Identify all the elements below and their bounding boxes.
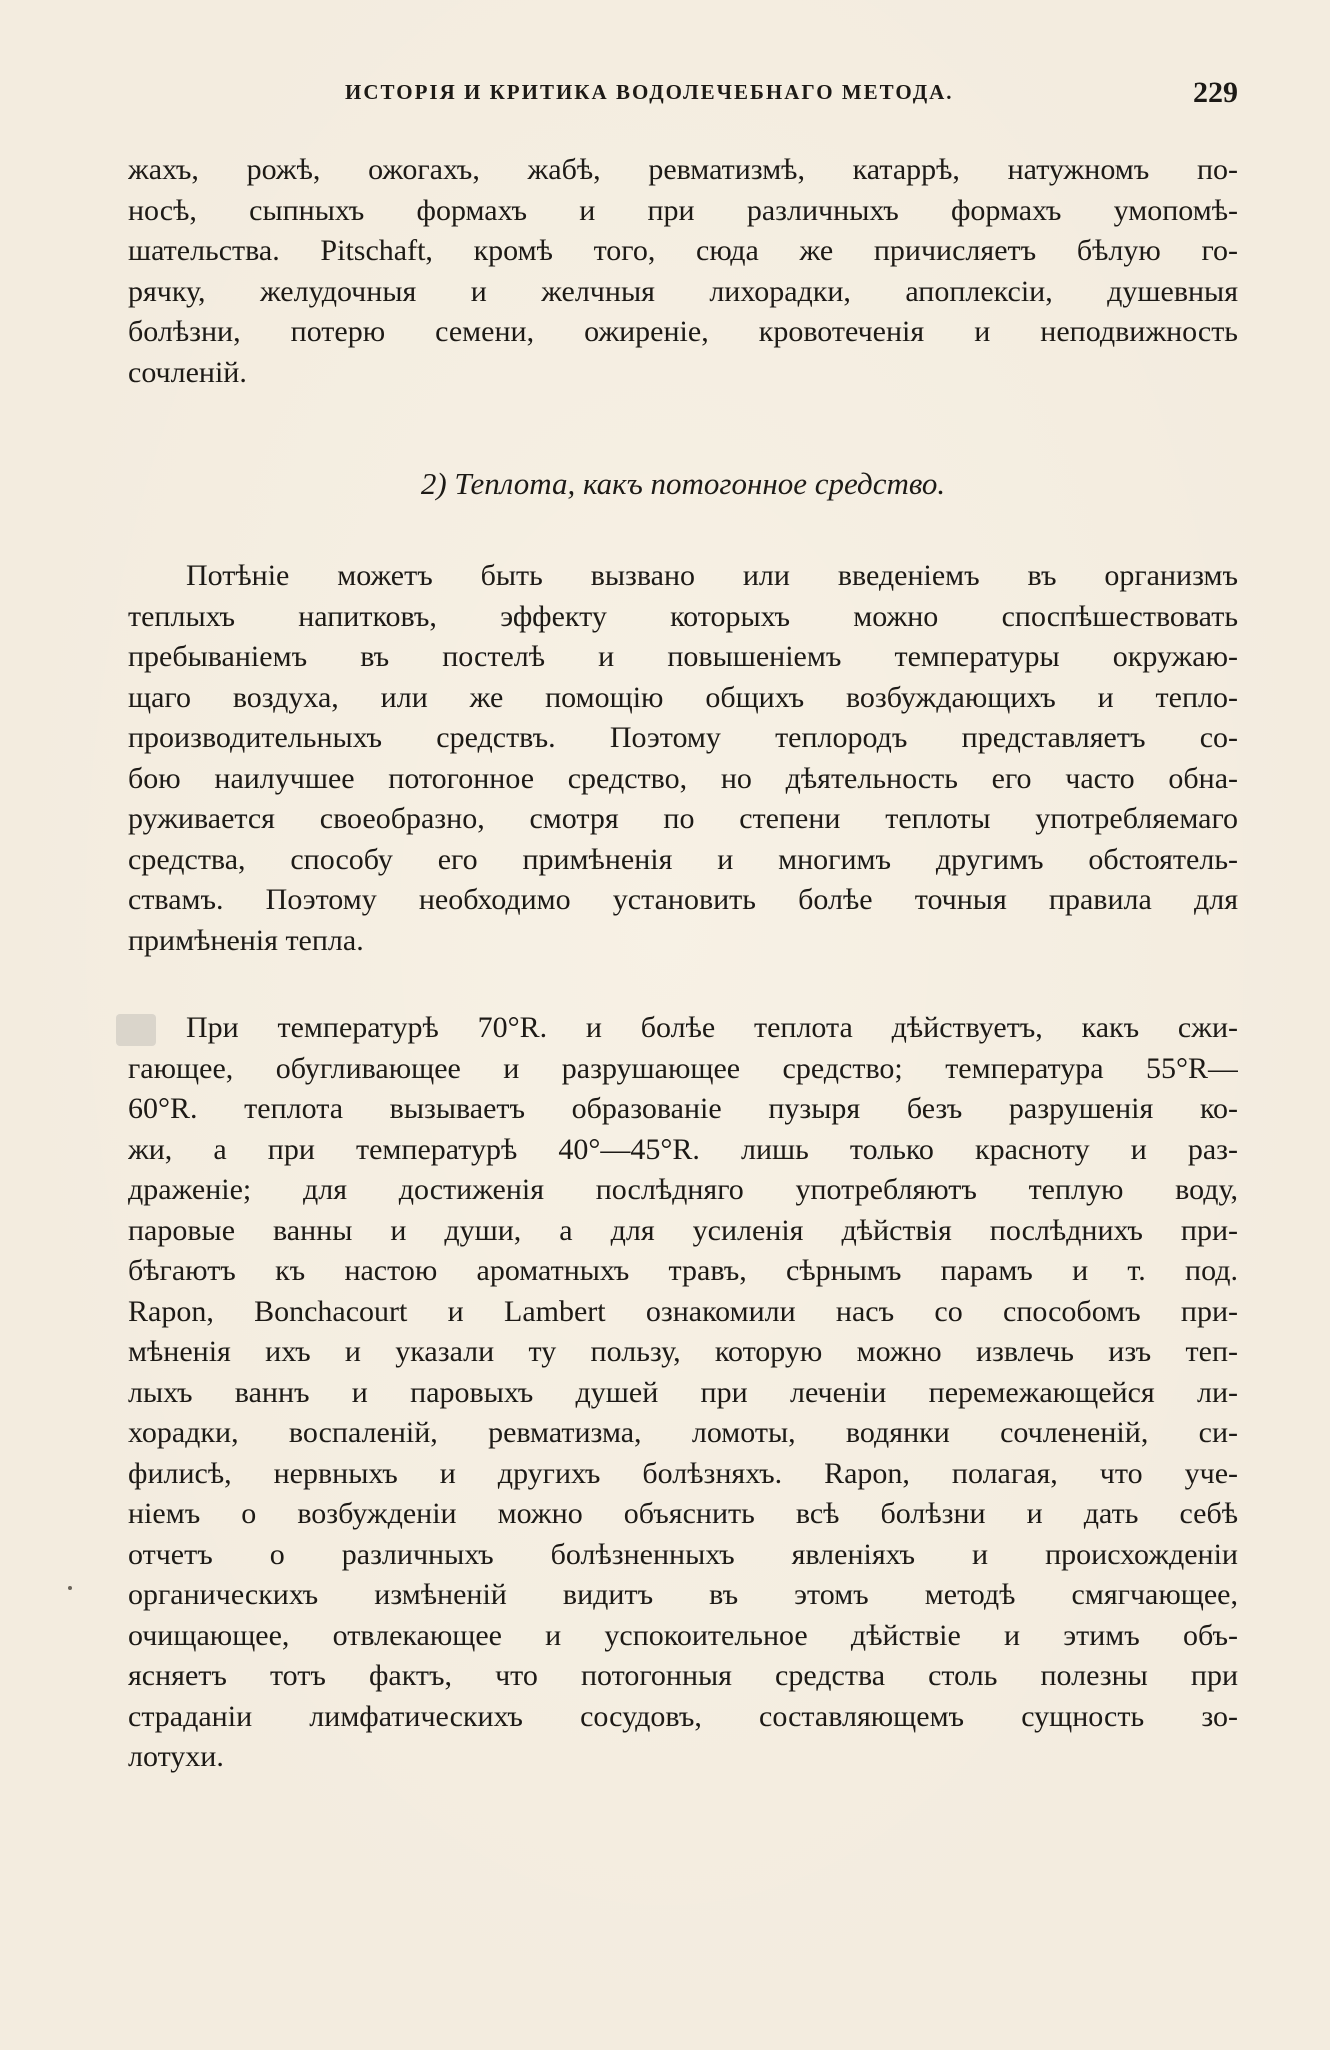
text-line: При температурѣ 70°R. и болѣе теплота дѣйствуетъ, какъ сжи-	[186, 1011, 1238, 1044]
text-line: мѣненія ихъ и указали ту пользу, которую можно извлечь изъ теп-	[128, 1335, 1238, 1368]
text-line: носѣ, сыпныхъ формахъ и при различныхъ формахъ умопомѣ-	[128, 193, 1238, 227]
page-number: 229	[1193, 76, 1238, 109]
text-line: средства, способу его примѣненія и многимъ другимъ обстоятель-	[128, 842, 1238, 876]
text-line: примѣненія тепла.	[128, 923, 364, 957]
text-line: гающее, обугливающее и разрушающее средство; температура 55°R—	[128, 1051, 1238, 1085]
text-line: 60°R. теплота вызываетъ образованіе пузыря безъ разрушенія ко-	[128, 1092, 1238, 1125]
text-line: страданіи лимфатическихъ сосудовъ, составляющемъ сущность зо-	[128, 1699, 1238, 1733]
text-line: очищающее, отвлекающее и успокоительное дѣйствіе и этимъ объ-	[128, 1618, 1238, 1652]
text-line: руживается своеобразно, смотря по степени теплоты употребляемаго	[128, 802, 1238, 835]
text-line: щаго воздуха, или же помощію общихъ возбуждающихъ и тепло-	[128, 680, 1238, 714]
text-line: филисѣ, нервныхъ и другихъ болѣзняхъ. Rapon, полагая, что уче-	[128, 1456, 1238, 1490]
text-line: шательства. Pitschaft, кромѣ того, сюда же причисляетъ бѣлую го-	[128, 234, 1238, 267]
text-line: лотухи.	[128, 1740, 224, 1773]
text-line: пребываніемъ въ постелѣ и повышеніемъ температуры окружаю-	[128, 640, 1238, 673]
paragraph-3	[128, 1008, 1238, 1778]
text-line: ясняетъ тотъ фактъ, что потогонныя средства столь полезны при	[128, 1659, 1238, 1692]
text-line: бѣгаютъ къ настою ароматныхъ травъ, сѣрнымъ парамъ и т. под.	[128, 1254, 1238, 1287]
page-header	[128, 76, 1238, 116]
text-line: рячку, желудочныя и желчныя лихорадки, апоплексіи, душевныя	[128, 274, 1238, 308]
text-line: сочленій.	[128, 355, 247, 389]
text-line: жахъ, рожѣ, ожогахъ, жабѣ, ревматизмѣ, катаррѣ, натужномъ по-	[128, 153, 1238, 186]
text-line: жи, а при температурѣ 40°—45°R. лишь только красноту и раз-	[128, 1132, 1238, 1166]
text-line: производительныхъ средствъ. Поэтому теплородъ представляетъ со-	[128, 721, 1238, 754]
paragraph-1	[128, 150, 1238, 393]
text-line: органическихъ измѣненій видитъ въ этомъ методѣ смягчающее,	[128, 1578, 1238, 1611]
text-line: ніемъ о возбужденіи можно объяснить всѣ болѣзни и дать себѣ	[128, 1497, 1238, 1530]
text-line: Потѣніе можетъ быть вызвано или введеніемъ въ организмъ	[186, 559, 1238, 592]
section-title: 2) Теплота, какъ потогонное средство.	[420, 466, 946, 501]
text-line: отчетъ о различныхъ болѣзненныхъ явленіяхъ и происхожденіи	[128, 1537, 1238, 1571]
text-line: болѣзни, потерю семени, ожиреніе, кровотеченія и неподвижность	[128, 315, 1238, 348]
text-line: теплыхъ напитковъ, эффекту которыхъ можно споспѣшествовать	[128, 599, 1238, 633]
text-line: ствамъ. Поэтому необходимо установить болѣе точныя правила для	[128, 883, 1238, 916]
text-line: паровые ванны и души, а для усиленія дѣйствія послѣднихъ при-	[128, 1213, 1238, 1247]
text-line: лыхъ ваннъ и паровыхъ душей при леченіи перемежающейся ли-	[128, 1375, 1238, 1409]
paragraph-2	[128, 556, 1238, 961]
text-line: бою наилучшее потогонное средство, но дѣятельность его часто обна-	[128, 761, 1238, 795]
running-head: ИСТОРІЯ И КРИТИКА ВОДОЛЕЧЕБНАГО МЕТОДА.	[345, 80, 954, 104]
text-line: Rapon, Bonchacourt и Lambert ознакомили насъ со способомъ при-	[128, 1294, 1238, 1328]
text-line: драженіе; для достиженія послѣдняго употребляютъ теплую воду,	[128, 1173, 1238, 1206]
text-line: хорадки, воспаленій, ревматизма, ломоты, водянки сочлененій, си-	[128, 1416, 1238, 1449]
margin-mark	[68, 1586, 72, 1590]
